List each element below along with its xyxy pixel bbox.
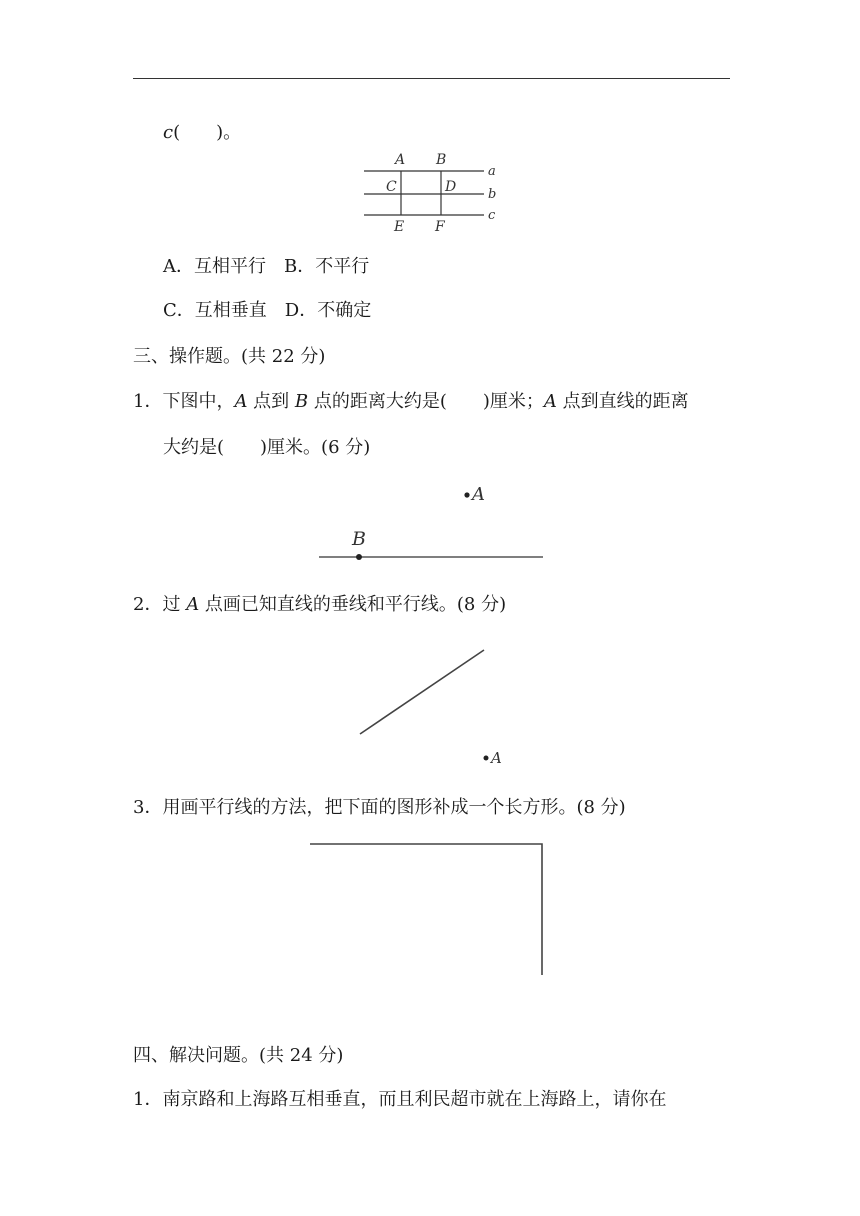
fig-label-F: F (435, 219, 445, 235)
fig-label-line-b: b (488, 187, 497, 202)
section-3-title: 三、操作题。(共 22 分) (133, 346, 326, 367)
s3-q1-line-1: 1．下图中，A 点到 B 点的距离大约是( )厘米；A 点到直线的距离 (133, 391, 689, 412)
fig-label-line-a: a (488, 164, 496, 179)
point-b-dot (356, 554, 362, 560)
point-b-label: B (352, 528, 366, 550)
s3-q2: 2．过 A 点画已知直线的垂线和平行线。(8 分) (133, 594, 507, 615)
point-a-dot (464, 492, 469, 497)
fig-label-B: B (436, 152, 447, 168)
fig-label-C: C (386, 179, 397, 195)
parallel-lines-figure (360, 150, 510, 235)
rectangle-figure (305, 838, 550, 980)
options-line-1: A．互相平行 B．不平行 (163, 256, 370, 277)
options-line-2: C．互相垂直 D．不确定 (163, 300, 372, 321)
section-4-title: 四、解决问题。(共 24 分) (133, 1045, 344, 1066)
fig-label-A: A (395, 152, 406, 168)
distance-figure (315, 478, 550, 568)
point-a-label: A (472, 484, 485, 505)
point-a-label: A (491, 749, 502, 767)
fig-label-D: D (445, 179, 457, 195)
s4-q1: 1．南京路和上海路互相垂直，而且利民超市就在上海路上，请你在 (133, 1089, 667, 1110)
s3-q1-line-2: 大约是( )厘米。(6 分) (163, 437, 371, 458)
point-a-dot (484, 756, 489, 761)
rectangle-partial-sides (310, 844, 542, 975)
fig-label-line-c: c (488, 208, 496, 223)
perpendicular-figure (355, 645, 515, 775)
header-rule (133, 78, 730, 79)
question-tail: c( )。 (163, 122, 242, 143)
oblique-line (360, 650, 484, 734)
s3-q3: 3．用画平行线的方法，把下面的图形补成一个长方形。(8 分) (133, 797, 626, 818)
fig-label-E: E (394, 219, 405, 235)
